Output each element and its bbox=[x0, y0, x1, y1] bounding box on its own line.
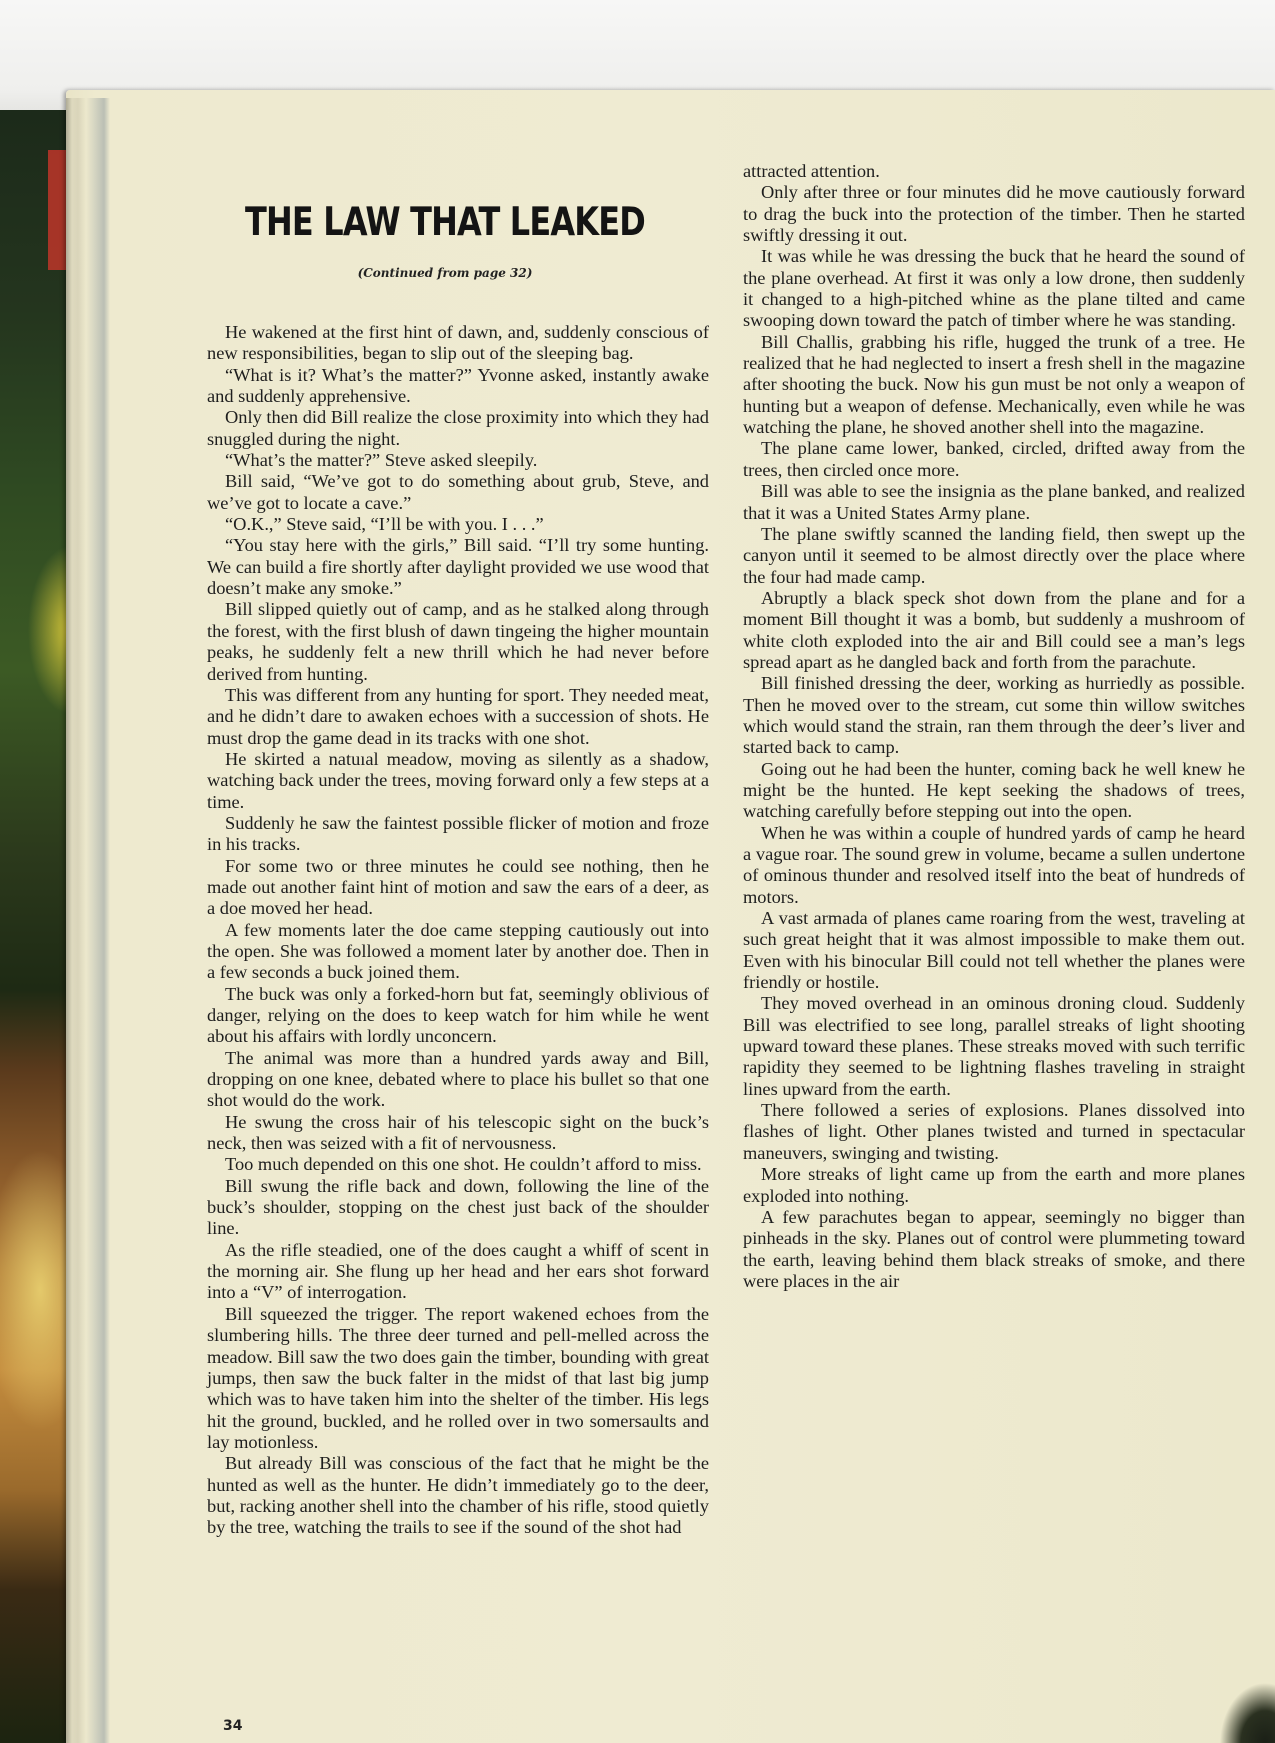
paragraph: For some two or three minutes he could see nothing, then he made out another faint hint of motion and saw the ears of a deer, as a doe moved her head. bbox=[207, 855, 709, 919]
left-text-column bbox=[207, 322, 709, 1539]
paragraph: attracted attention. bbox=[743, 161, 880, 181]
paragraph: But already Bill was conscious of the fact that he might be the hunted as well as the hunter. He didn’t immediately go to the deer, but, racking another shell into the chamber of his rifle, stood quietly by the tree, watching the trails to see if the sound of the shot had bbox=[207, 1453, 709, 1538]
article-title: THE LAW THAT LEAKED bbox=[244, 200, 646, 245]
paragraph: Bill Challis, grabbing his rifle, hugged the trunk of a tree. He realized that he had neglected to insert a fresh shell in the magazine after shooting the buck. Now his gun must be not only a weapon of hunting but a weapon of defense. Mechanically, even while he was watching the plane, he shoved another shell into the magazine. bbox=[743, 331, 1245, 438]
paragraph: Only then did Bill realize the close proximity into which they had snuggled during the night. bbox=[207, 407, 709, 449]
paragraph: The animal was more than a hundred yards away and Bill, dropping on one knee, debated where to place his bullet so that one shot would do the work. bbox=[207, 1047, 709, 1111]
paragraph: A vast armada of planes came roaring from the west, traveling at such great height that it was almost impossible to make them out. Even with his binocular Bill could not tell whether the planes were friendly or hostile. bbox=[743, 908, 1245, 993]
paragraph: Bill said, “We’ve got to do something about grub, Steve, and we’ve got to locate a cave.” bbox=[207, 471, 709, 513]
paragraph: The buck was only a forked-horn but fat, seemingly oblivious of danger, relying on the does to keep watch for him while he went about his affairs with lordly unconcern. bbox=[207, 983, 709, 1047]
continued-note: (Continued from page 32) bbox=[357, 266, 533, 280]
paragraph: A few parachutes began to appear, seemingly no bigger than pinheads in the sky. Planes out of control were plummeting toward the earth, leaving behind them black streaks of smoke, and there were places in the air bbox=[743, 1206, 1245, 1291]
paragraph: As the rifle steadied, one of the does caught a whiff of scent in the morning air. She flung up her head and her ears shot forward into a “V” of interrogation. bbox=[207, 1239, 709, 1303]
paragraph: Suddenly he saw the faintest possible flicker of motion and froze in his tracks. bbox=[207, 812, 709, 855]
paragraph: Only after three or four minutes did he move cautiously forward to drag the buck into the protection of the timber. Then he started swiftly dressing it out. bbox=[743, 182, 1245, 246]
paragraph: This was different from any hunting for sport. They needed meat, and he didn’t dare to awaken echoes with a succession of shots. He must drop the game dead in its tracks with one shot. bbox=[207, 684, 709, 748]
paragraph: “What’s the matter?” Steve asked sleepily. bbox=[225, 450, 538, 471]
paragraph: Bill finished dressing the deer, working as hurriedly as possible. Then he moved over to the stream, cut some thin willow switches which would stand the strain, ran them through the deer’s liver and started back to camp. bbox=[743, 673, 1245, 758]
paragraph: A few moments later the doe came stepping cautiously out into the open. She was followed a moment later by another doe. Then in a few seconds a buck joined them. bbox=[207, 919, 709, 983]
paragraph: Going out he had been the hunter, coming back he well knew he might be the hunted. He kept seeking the shadows of trees, watching carefully before stepping out into the open. bbox=[743, 758, 1245, 822]
paragraph: He wakened at the first hint of dawn, and, suddenly conscious of new responsibilities, began to slip out of the sleeping bag. bbox=[207, 322, 709, 364]
paragraph: Bill was able to see the insignia as the plane banked, and realized that it was a United States Army plane. bbox=[743, 481, 1245, 523]
page-number: 34 bbox=[223, 1718, 243, 1734]
paragraph: “You stay here with the girls,” Bill said. “I’ll try some hunting. We can build a fire shortly after daylight provided we use wood that doesn’t make any smoke.” bbox=[207, 535, 709, 599]
paragraph: Bill squeezed the trigger. The report wakened echoes from the slumbering hills. The three deer turned and pell-melled across the meadow. Bill saw the two does gain the timber, bounding with great jumps, then saw the buck falter in the midst of that last big jump which was to have taken him into the shelter of the timber. His legs hit the ground, buckled, and he rolled over in two somersaults and lay motionless. bbox=[207, 1303, 709, 1452]
cover-foliage-artifact bbox=[1185, 1633, 1275, 1743]
paragraph: Bill swung the rifle back and down, following the line of the buck’s shoulder, stopping on the chest just back of the shoulder line. bbox=[207, 1175, 709, 1239]
paragraph: “O.K.,” Steve said, “I’ll be with you. I . . .” bbox=[225, 514, 544, 535]
paragraph: He skirted a natuıal meadow, moving as silently as a shadow, watching back under the trees, moving forward only a few steps at a time. bbox=[207, 748, 709, 812]
paragraph: When he was within a couple of hundred yards of camp he heard a vague roar. The sound grew in volume, became a sullen undertone of ominous thunder and resolved itself into the beat of hundreds of motors. bbox=[743, 822, 1245, 907]
paragraph: The plane came lower, banked, circled, drifted away from the trees, then circled once more. bbox=[743, 438, 1245, 480]
paragraph: More streaks of light came up from the earth and more planes exploded into nothing. bbox=[743, 1164, 1245, 1206]
paragraph: There followed a series of explosions. Planes dissolved into flashes of light. Other planes twisted and turned in spectacular maneuvers, swinging and twisting. bbox=[743, 1100, 1245, 1163]
paragraph: They moved overhead in an ominous droning cloud. Suddenly Bill was electrified to see long, parallel streaks of light shooting upward toward these planes. These streaks moved with such terrific rapidity they seemed to be lightning flashes traveling in straight lines upward from the earth. bbox=[743, 993, 1245, 1099]
paragraph: Bill slipped quietly out of camp, and as he stalked along through the forest, with the first blush of dawn tingeing the higher mountain peaks, he suddenly felt a new thrill which he had never before derived from hunting. bbox=[207, 599, 709, 684]
paragraph: Too much depended on this one shot. He couldn’t afford to miss. bbox=[225, 1154, 702, 1175]
paragraph: “What is it? What’s the matter?” Yvonne asked, instantly awake and suddenly apprehensive. bbox=[207, 364, 709, 407]
paragraph: Abruptly a black speck shot down from the plane and for a moment Bill thought it was a bomb, but suddenly a mushroom of white cloth exploded into the air and Bill could see a man’s legs spread apart as he dangled back and forth from the parachute. bbox=[743, 587, 1245, 672]
paragraph: The plane swiftly scanned the landing field, then swept up the canyon until it seemed to be almost directly over the place where the four had made camp. bbox=[743, 523, 1245, 587]
paragraph: It was while he was dressing the buck that he heard the sound of the plane overhead. At first it was only a low drone, then suddenly it changed to a high-pitched whine as the plane tilted and came swooping down toward the patch of timber where he was standing. bbox=[743, 246, 1245, 331]
paragraph: He swung the cross hair of his telescopic sight on the buck’s neck, then was seized with a fit of nervousness. bbox=[207, 1111, 709, 1154]
right-text-column bbox=[743, 161, 1245, 1292]
